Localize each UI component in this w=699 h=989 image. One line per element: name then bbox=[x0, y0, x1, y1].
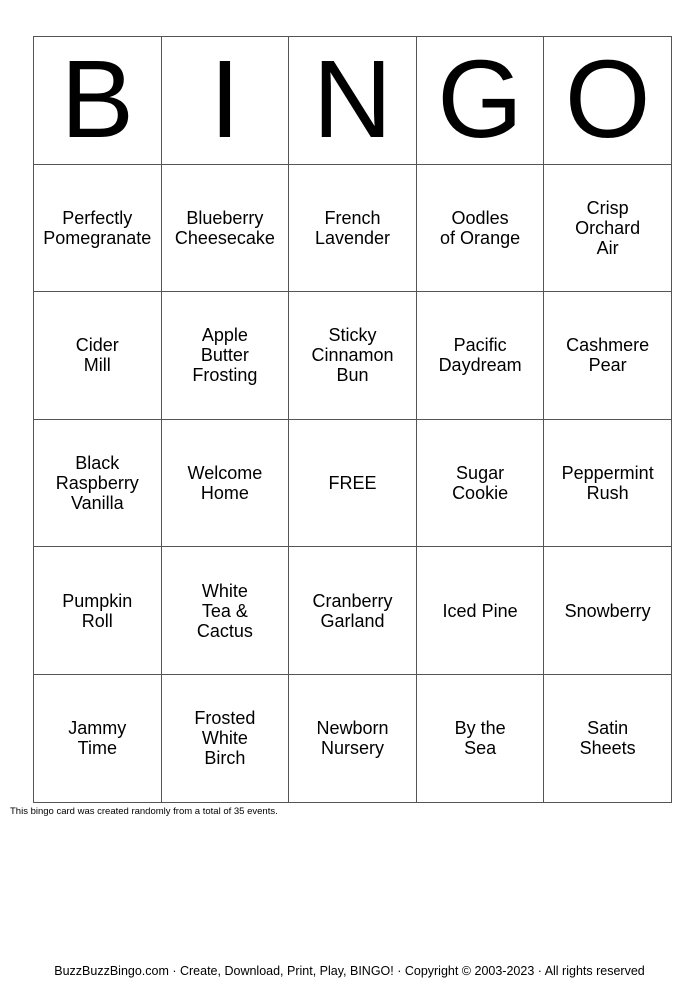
bingo-cell-text: Cookie bbox=[452, 483, 509, 504]
bingo-cell[interactable] bbox=[416, 674, 544, 802]
bingo-row bbox=[34, 292, 672, 420]
bingo-cell[interactable] bbox=[289, 674, 417, 802]
bingo-cell-text: Apple bbox=[201, 325, 248, 346]
bingo-cell-text: Cranberry bbox=[312, 590, 393, 611]
bingo-cell[interactable] bbox=[34, 164, 162, 292]
bingo-cell[interactable] bbox=[34, 292, 162, 420]
bingo-cell-text: Tea & bbox=[201, 600, 248, 621]
bingo-cell-text: Frosted bbox=[194, 708, 256, 729]
bingo-cell-text: Raspberry bbox=[55, 473, 139, 494]
bingo-cell[interactable] bbox=[34, 674, 162, 802]
bingo-cell-text: Garland bbox=[320, 610, 385, 631]
bingo-cell-text: French bbox=[324, 207, 381, 228]
bingo-cell-text: White bbox=[201, 580, 248, 601]
bingo-header-letter: B bbox=[34, 37, 162, 165]
bingo-cell-text: By the bbox=[454, 718, 506, 739]
bingo-header-letter: G bbox=[416, 37, 544, 165]
bingo-cell-text: Newborn bbox=[316, 718, 389, 739]
bingo-cell-text: Pomegranate bbox=[43, 227, 152, 248]
bingo-cell-text: Time bbox=[77, 738, 117, 759]
bingo-cell[interactable] bbox=[416, 419, 544, 547]
bingo-cell-text: of Orange bbox=[440, 227, 521, 248]
bingo-cell[interactable] bbox=[161, 419, 289, 547]
bingo-cell-text: Rush bbox=[586, 483, 629, 504]
bingo-header-letter: O bbox=[544, 37, 672, 165]
bingo-cell-text: Sugar bbox=[456, 463, 505, 484]
bingo-cell-text: Birch bbox=[204, 748, 246, 769]
bingo-cell-text: Frosting bbox=[192, 365, 258, 386]
bingo-cell-text: Nursery bbox=[320, 738, 384, 759]
bingo-cell-text: Welcome bbox=[187, 463, 263, 484]
page-footer: BuzzBuzzBingo.com · Create, Download, Print, Play, BINGO! · Copyright © 2003-2023 · All rights reserved bbox=[54, 964, 645, 978]
bingo-cell[interactable] bbox=[289, 292, 417, 420]
bingo-cell-text: Cider bbox=[75, 335, 119, 356]
bingo-cell-text: Pacific bbox=[453, 335, 507, 356]
bingo-cell-text: Satin bbox=[587, 718, 629, 739]
bingo-header-letter: N bbox=[289, 37, 417, 165]
bingo-row bbox=[34, 164, 672, 292]
bingo-cell[interactable] bbox=[161, 547, 289, 675]
bingo-cell[interactable] bbox=[34, 419, 162, 547]
bingo-cell[interactable] bbox=[161, 164, 289, 292]
bingo-row bbox=[34, 547, 672, 675]
card-note: This bingo card was created randomly from a total of 35 events. bbox=[10, 806, 278, 817]
bingo-cell[interactable] bbox=[289, 419, 417, 547]
bingo-cell-text: White bbox=[201, 728, 248, 749]
bingo-cell-text: Blueberry bbox=[186, 207, 264, 228]
bingo-header-row bbox=[34, 37, 672, 165]
bingo-cell[interactable] bbox=[416, 292, 544, 420]
bingo-header-letter: I bbox=[161, 37, 289, 165]
bingo-cell-text: Iced Pine bbox=[442, 600, 518, 621]
bingo-cell-text: Mill bbox=[83, 355, 111, 376]
bingo-cell[interactable] bbox=[161, 674, 289, 802]
bingo-cell-text: Crisp bbox=[586, 197, 629, 218]
bingo-cell-text: Bun bbox=[336, 365, 369, 386]
bingo-cell-text: Pumpkin bbox=[62, 590, 133, 611]
bingo-cell[interactable] bbox=[416, 164, 544, 292]
bingo-cell-text: Cheesecake bbox=[174, 227, 275, 248]
bingo-cell[interactable] bbox=[161, 292, 289, 420]
bingo-row bbox=[34, 674, 672, 802]
bingo-cell[interactable] bbox=[544, 292, 672, 420]
bingo-cell-text: Jammy bbox=[68, 718, 127, 739]
bingo-cell[interactable] bbox=[289, 547, 417, 675]
bingo-cell-text: Snowberry bbox=[564, 600, 651, 621]
bingo-cell-text: Daydream bbox=[438, 355, 522, 376]
bingo-cell-text: Roll bbox=[81, 610, 113, 631]
bingo-cell-text: Pear bbox=[588, 355, 627, 376]
bingo-cell-text: Home bbox=[200, 483, 249, 504]
bingo-cell-text: Sticky bbox=[328, 325, 377, 346]
bingo-cell[interactable] bbox=[416, 547, 544, 675]
bingo-cell-text: Cashmere bbox=[566, 335, 650, 356]
bingo-cell[interactable] bbox=[544, 547, 672, 675]
bingo-cell[interactable] bbox=[34, 547, 162, 675]
bingo-cell-text: FREE bbox=[328, 473, 377, 494]
bingo-cell-text: Black bbox=[75, 453, 120, 474]
bingo-cell-text: Cactus bbox=[196, 620, 253, 641]
bingo-cell-text: Cinnamon bbox=[311, 345, 394, 366]
bingo-cell[interactable] bbox=[544, 164, 672, 292]
bingo-cell-text: Butter bbox=[200, 345, 249, 366]
bingo-cell-text: Oodles bbox=[451, 207, 509, 228]
bingo-cell-text: Air bbox=[596, 237, 619, 258]
bingo-cell-text: Vanilla bbox=[70, 493, 124, 514]
bingo-row bbox=[34, 419, 672, 547]
bingo-cell-text: Sheets bbox=[579, 738, 636, 759]
bingo-cell-text: Orchard bbox=[575, 217, 641, 238]
bingo-cell-text: Lavender bbox=[314, 227, 391, 248]
bingo-cell-text: Peppermint bbox=[561, 463, 654, 484]
bingo-cell-text: Sea bbox=[464, 738, 497, 759]
bingo-cell[interactable] bbox=[544, 674, 672, 802]
bingo-cell[interactable] bbox=[289, 164, 417, 292]
bingo-cell-text: Perfectly bbox=[62, 207, 133, 228]
bingo-card bbox=[33, 36, 672, 803]
bingo-cell[interactable] bbox=[544, 419, 672, 547]
